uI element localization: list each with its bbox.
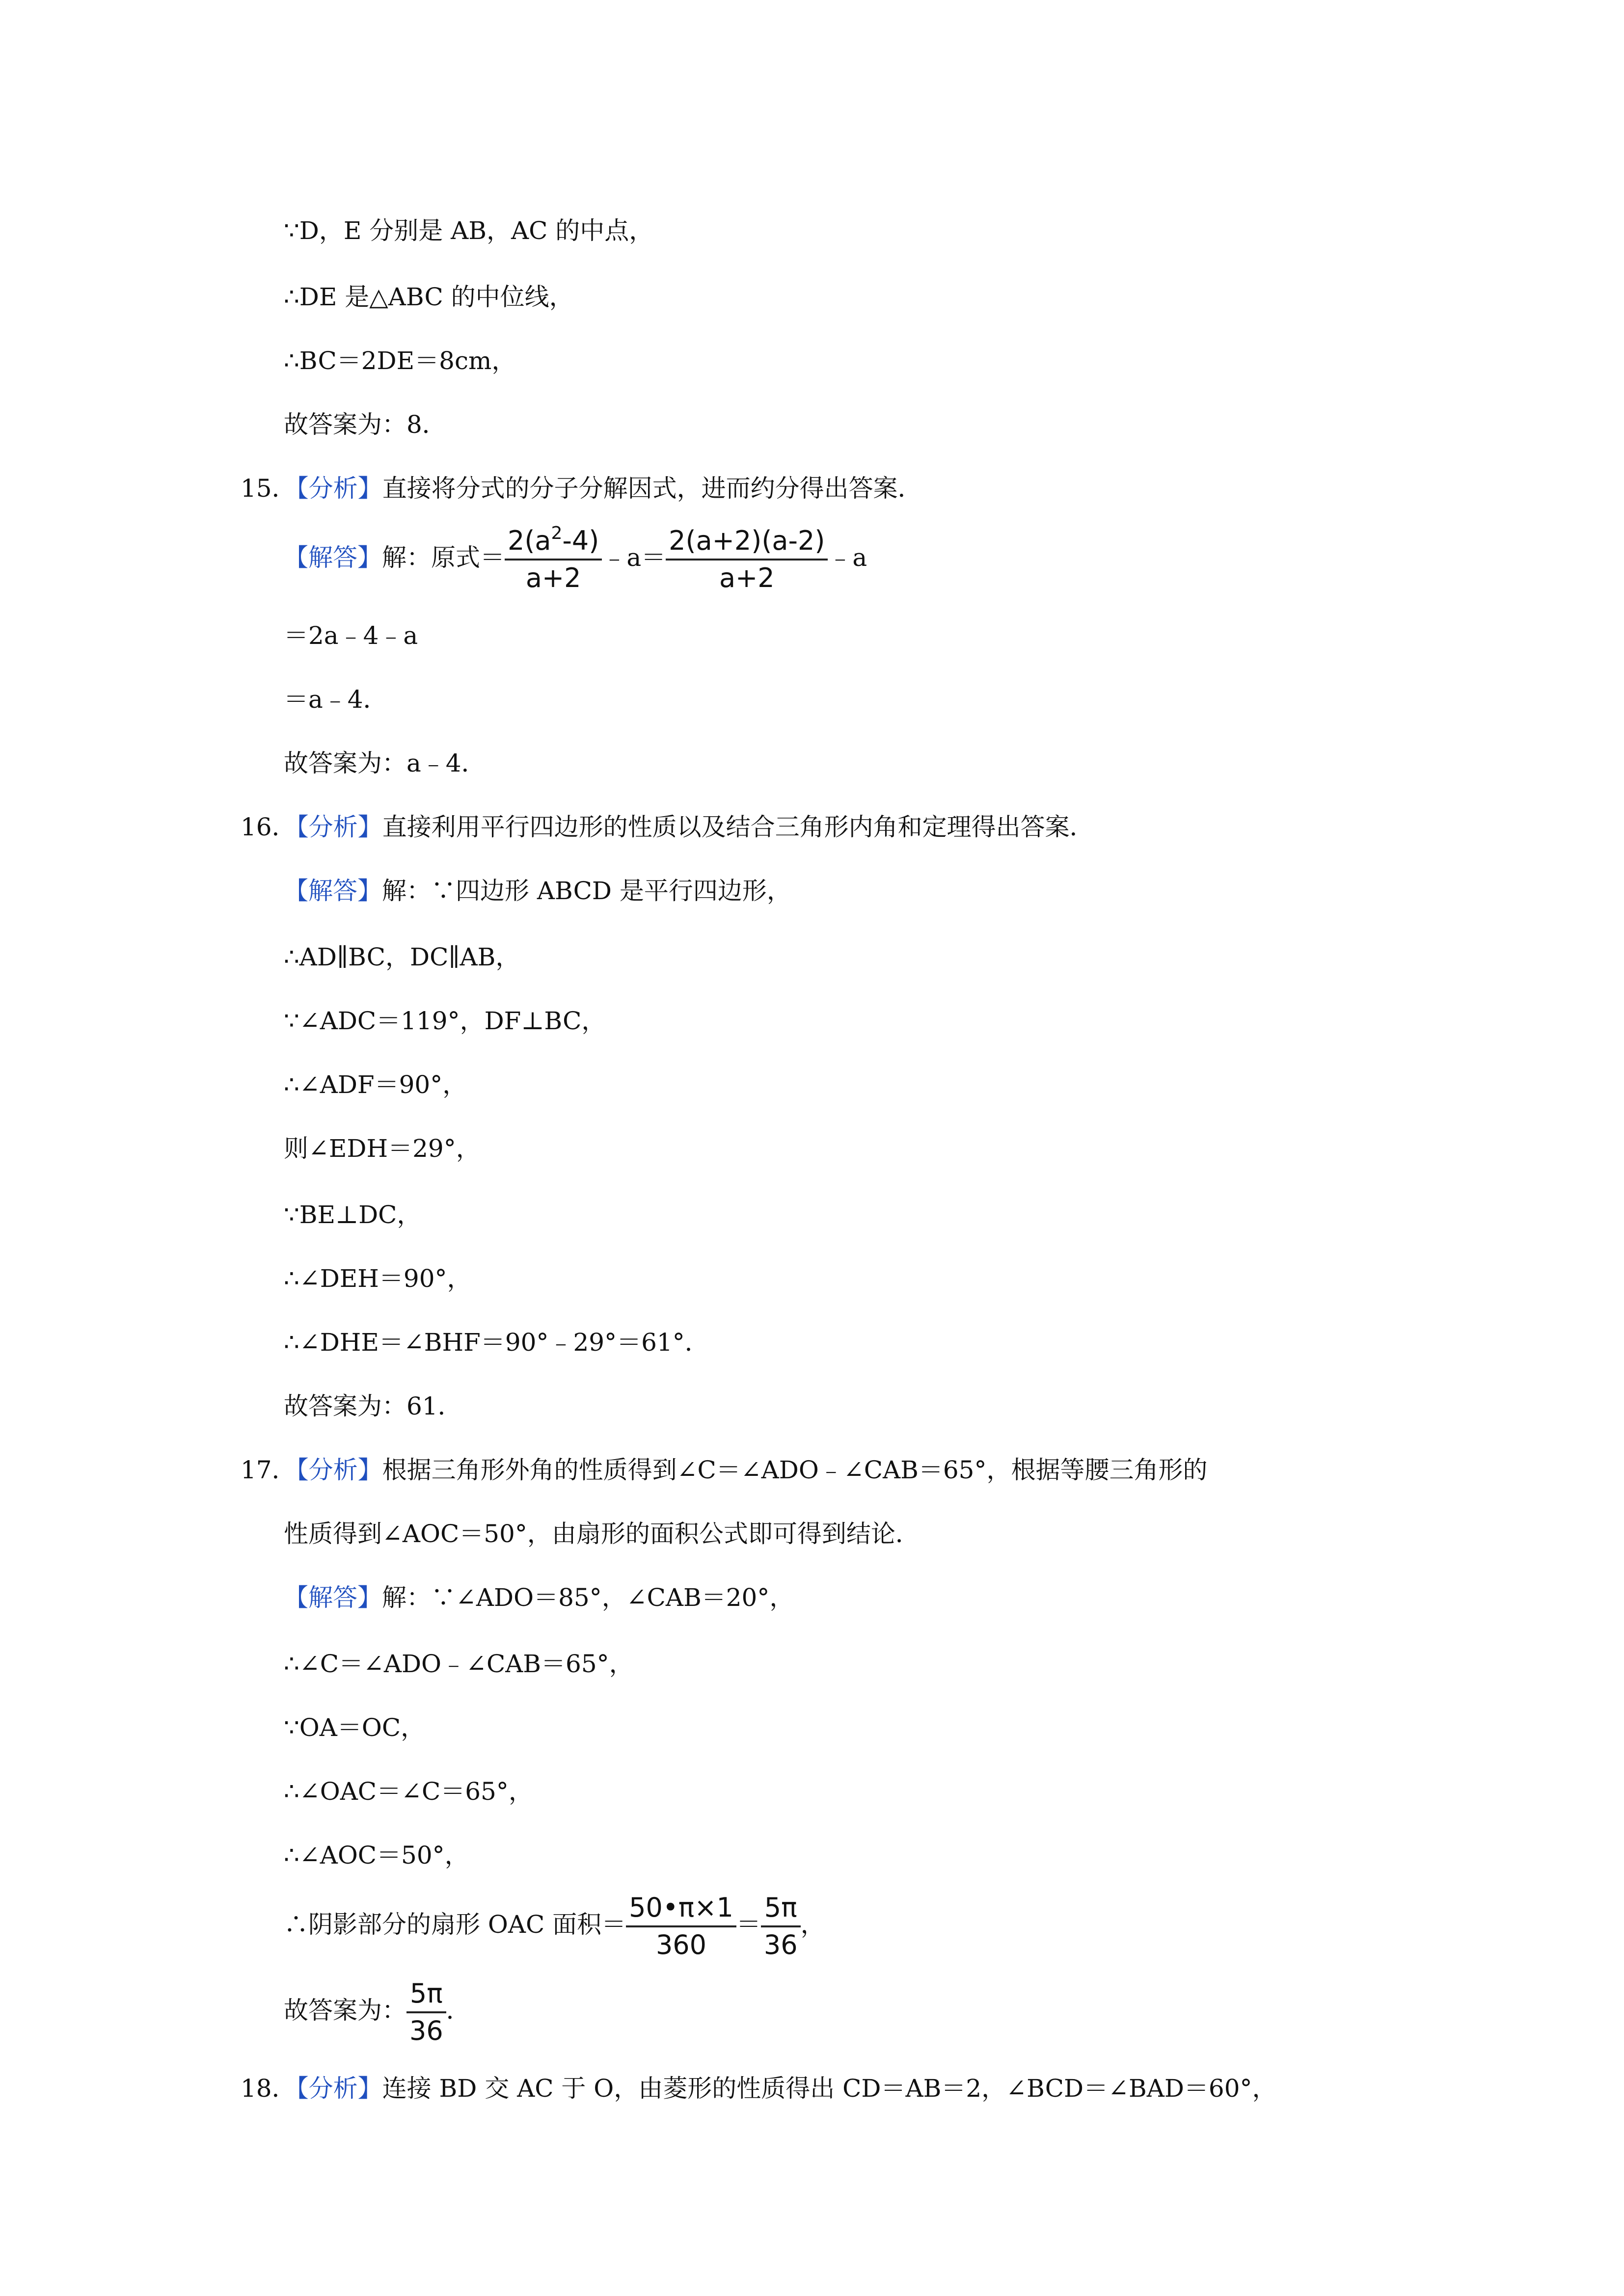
question-number: 16． xyxy=(241,813,297,841)
analysis-text: 直接将分式的分子分解因式，进而约分得出答案． xyxy=(382,474,922,503)
text-line: 则∠EDH＝29°， xyxy=(284,1134,481,1163)
question-number: 17． xyxy=(241,1456,297,1484)
answer-text: 解：原式＝ xyxy=(382,543,505,572)
analysis-text: 根据三角形外角的性质得到∠C＝∠ADO﹣∠CAB＝65°，根据等腰三角形的 xyxy=(382,1456,1208,1484)
text-line: 故答案为：8． xyxy=(284,410,447,439)
final-answer-line xyxy=(284,1978,471,2047)
question-15-answer xyxy=(284,525,867,594)
question-number: 18． xyxy=(241,2074,297,2103)
analysis-text: 直接利用平行四边形的性质以及结合三角形内角和定理得出答案． xyxy=(382,813,1094,841)
text-line: ∴∠OAC＝∠C＝65°， xyxy=(284,1777,533,1806)
answer-text: ∴阴影部分的扇形 OAC 面积＝ xyxy=(284,1910,626,1939)
text-line: ∴∠ADF＝90°， xyxy=(284,1070,467,1099)
numerator-part: 2(a xyxy=(508,525,551,556)
text-line: ∴∠AOC＝50°， xyxy=(284,1841,469,1869)
fraction-denominator: 360 xyxy=(655,1929,707,1960)
fraction xyxy=(666,525,828,594)
fraction-numerator xyxy=(505,525,602,561)
question-17-analysis xyxy=(241,1455,1207,1485)
question-18-analysis xyxy=(241,2074,1277,2103)
text-line: ∵D，E 分别是 AB，AC 的中点， xyxy=(284,216,654,245)
numerator-part: -4) xyxy=(562,525,599,556)
question-16-answer xyxy=(284,876,791,906)
text-line: 故答案为：a﹣4． xyxy=(284,749,486,777)
text-line: ∴DE 是△ABC 的中位线， xyxy=(284,283,574,311)
question-17-answer xyxy=(284,1583,794,1612)
text-line: ∵OA＝OC， xyxy=(284,1713,426,1742)
text-line: ＝a﹣4． xyxy=(284,685,388,714)
question-15-analysis xyxy=(241,474,922,503)
text-line: ∵BE⊥DC， xyxy=(284,1201,422,1229)
fraction-denominator: 36 xyxy=(763,1929,798,1960)
fraction xyxy=(626,1892,736,1961)
answer-text: ﹣a＝ xyxy=(602,543,666,572)
fraction-numerator: 5π xyxy=(761,1892,801,1927)
fraction-numerator: 2(a+2)(a-2) xyxy=(666,525,828,561)
answer-text: ， xyxy=(800,1910,825,1939)
fraction-denominator: 36 xyxy=(409,2015,443,2046)
answer-text: 解：∵∠ADO＝85°，∠CAB＝20°， xyxy=(382,1583,794,1612)
analysis-tag: 【分析】 xyxy=(296,1456,382,1484)
answer-text: 解：∵四边形 ABCD 是平行四边形， xyxy=(382,877,791,905)
text-line: ∵∠ADC＝119°，DF⊥BC， xyxy=(284,1007,606,1035)
analysis-tag: 【分析】 xyxy=(296,474,382,503)
fraction-numerator: 5π xyxy=(406,1978,446,2013)
text-line: ∴∠C＝∠ADO﹣∠CAB＝65°， xyxy=(284,1650,634,1678)
analysis-tag: 【分析】 xyxy=(296,2074,382,2103)
fraction-denominator: a+2 xyxy=(719,562,775,593)
fraction xyxy=(406,1978,446,2047)
text-line: ∴BC＝2DE＝8cm， xyxy=(284,347,516,375)
text-line: ∴∠DHE＝∠BHF＝90°﹣29°＝61°． xyxy=(284,1328,709,1357)
exponent: 2 xyxy=(551,523,563,543)
answer-text: ﹣a xyxy=(828,543,867,572)
answer-tag: 【解答】 xyxy=(284,1583,382,1612)
text-line: 故答案为：61． xyxy=(284,1392,462,1420)
text-line: ＝2a﹣4﹣a xyxy=(284,621,418,650)
answer-text: 故答案为： xyxy=(284,1996,406,2025)
analysis-text: 连接 BD 交 AC 于 O，由菱形的性质得出 CD＝AB＝2，∠BCD＝∠BAD＝60°， xyxy=(382,2074,1277,2103)
answer-tag: 【解答】 xyxy=(284,543,382,572)
text-line: 性质得到∠AOC＝50°，由扇形的面积公式即可得到结论． xyxy=(284,1520,920,1548)
fraction xyxy=(505,525,602,594)
fraction-numerator: 50•π×1 xyxy=(626,1892,736,1927)
text-line: ∴AD∥BC，DC∥AB， xyxy=(284,943,520,971)
sector-area-line xyxy=(284,1892,825,1961)
answer-text: ＝ xyxy=(736,1910,761,1939)
question-16-analysis xyxy=(241,812,1094,842)
answer-tag: 【解答】 xyxy=(284,877,382,905)
question-number: 15． xyxy=(241,474,297,503)
fraction-denominator: a+2 xyxy=(525,562,581,593)
text-line: ∴∠DEH＝90°， xyxy=(284,1264,472,1293)
analysis-tag: 【分析】 xyxy=(296,813,382,841)
answer-text: ． xyxy=(446,1996,471,2025)
fraction xyxy=(761,1892,801,1961)
